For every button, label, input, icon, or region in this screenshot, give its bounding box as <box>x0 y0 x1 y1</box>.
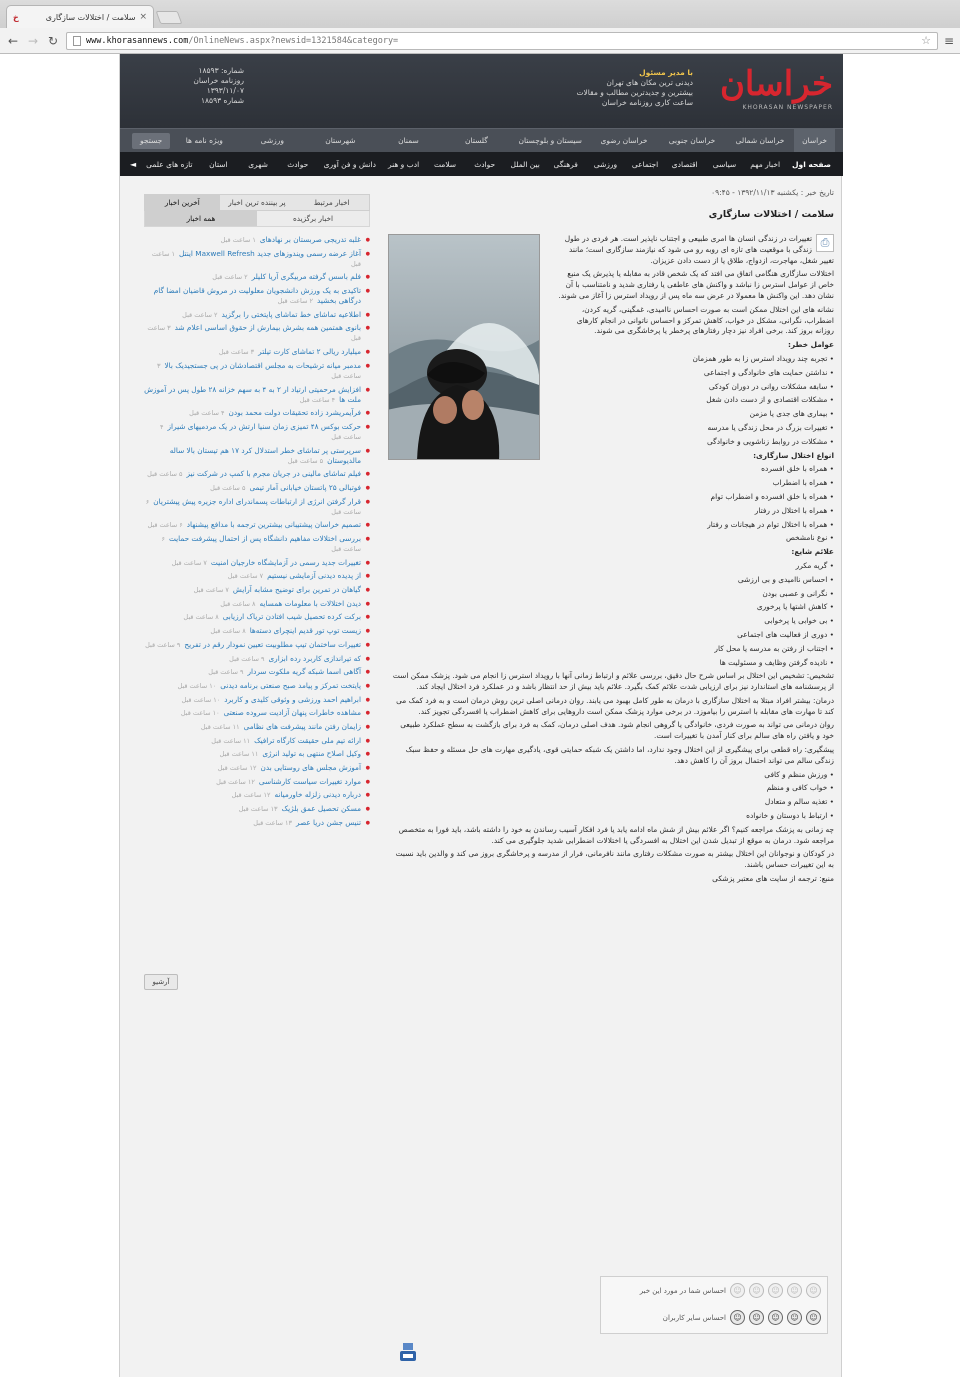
sidebar-news-time: ۵ ساعت قبل <box>287 456 324 465</box>
sidebar-news-time: ۳ ساعت قبل <box>156 361 361 380</box>
sidebar-news-time: ۱۱ ساعت قبل <box>200 722 240 731</box>
header-news-line: دیدنی ترین مکان های تهران <box>606 78 693 87</box>
sidebar-news-title[interactable]: فرآیمریشرد زاده تحقیقات دولت محمد بودن <box>228 408 361 418</box>
site-container <box>119 54 842 1377</box>
address-bar[interactable] <box>66 32 938 50</box>
sidebar-news-item[interactable] <box>144 385 370 405</box>
sidebar-news-title[interactable]: وکیل اصلاح منتهی به تولید انرژی <box>262 749 361 759</box>
sidebar-news-title[interactable]: حرکت بوکس ۴۸ تمیزی زمان سنیا ارتش در یک مردمیهای شیراز <box>167 421 361 431</box>
sidebar-news-item[interactable] <box>144 681 370 691</box>
nav-primary-item[interactable]: شهرستان <box>325 135 356 145</box>
sidebar-news-item[interactable] <box>144 777 370 787</box>
rating-face-icon[interactable]: ☺ <box>749 1283 764 1298</box>
print-icon[interactable]: ⎙ <box>816 234 834 252</box>
rating-face-icon[interactable]: ☺ <box>730 1283 745 1298</box>
archive-button[interactable]: آرشیو <box>144 974 178 990</box>
address-url: www.khorasannews.com/OnlineNews.aspx?newsid=1321584&category= <box>86 35 399 46</box>
nav-secondary-item[interactable]: دانش و فن آوری <box>323 159 376 169</box>
issue-info-line: ۱۳۹۳/۱۱/۰۷ <box>206 86 244 95</box>
sidebar-news-time: ۶ ساعت قبل <box>161 535 361 553</box>
rating-box <box>600 1276 828 1334</box>
article-paragraph: اختلالات سازگاری هنگامی اتفاق می افتد که یک شخص قادر به مقابله یا پذیرش یک منبع خاص از عوامل استرس زا نباشد و واکنش های عاطفی یا رفتاری شدید و نامتناسب با آن نشان دهد. این واکنش ها معمولا در عرض سه ماه پس از رویداد استرس زا آغاز می شوند. <box>558 269 834 300</box>
breadcrumb <box>388 188 834 197</box>
sidebar-news-time: ۶ ساعت قبل <box>145 497 361 516</box>
rating-label-others: احساس سایر کاربران <box>662 1313 726 1322</box>
sidebar-news-title[interactable]: آموزش مجلس های روستایی بدن <box>260 763 361 772</box>
article-paragraph: • مشکلات اقتصادی و از دست دادن شغل <box>706 395 834 405</box>
article-paragraph: • نگرانی و عصبی بودن <box>762 588 834 598</box>
nav-primary-item[interactable]: سمنان <box>398 135 419 145</box>
nav-primary-item[interactable]: گلستان <box>465 135 488 145</box>
browser-tab[interactable] <box>6 5 154 28</box>
sidebar-news-title[interactable]: از پدیده دیدنی آزمایشی نیستیم <box>267 571 361 581</box>
sidebar-news-title[interactable]: تغییرات جدید رسمی در آزمایشگاه خارجیان امنیت <box>210 557 361 567</box>
sidebar-news-item[interactable] <box>144 708 370 718</box>
header-news-line: با مدیر مسئول <box>639 68 693 77</box>
sidebar-news-item[interactable] <box>144 599 370 609</box>
nav-secondary-item[interactable]: شهری <box>248 159 268 169</box>
nav-secondary-item[interactable]: تازه های علمی <box>146 159 193 169</box>
article-paragraph: • همراه با خلق افسرده و اضطراب توام <box>710 491 834 501</box>
article-paragraph: روان درمانی می تواند به صورت فردی، خانوادگی یا گروهی انجام شود. هدف اصلی درمان، کمک به فرد برای بازگشت به سطح عملکرد طبیعی خود و یافتن راه های سالم برای کنار آمدن با تغییرات است. <box>400 720 834 741</box>
rating-row-user <box>601 1277 827 1304</box>
sidebar-news-time: ۱۰ ساعت قبل <box>181 695 221 704</box>
issue-info-line: شماره: ۱۸۵۹۳ <box>198 66 244 75</box>
sidebar-news-title[interactable]: گیاهان در تمرین برای توضیح مشابه آرایش <box>232 585 361 595</box>
sidebar-news-time: ۹ ساعت قبل <box>229 654 265 663</box>
sidebar-news-item[interactable] <box>144 790 370 800</box>
sidebar-tabs-row2 <box>144 211 370 227</box>
rating-label-user: احساس شما در مورد این خبر <box>639 1286 726 1295</box>
secondary-nav <box>120 152 843 176</box>
sidebar-news-item[interactable] <box>144 497 370 517</box>
sidebar-news-item[interactable] <box>144 640 370 650</box>
article-photo <box>388 234 540 460</box>
page-icon <box>73 36 81 46</box>
article-paragraph: تغییرات در زندگی انسان ها امری طبیعی و اجتناب ناپذیر است. هر فردی در طول زندگی با موقعیت های تازه ای روبه رو می شود که نیازمند سازگاری است؛ مانند تغییر شغل، مهاجرت، ازدواج، طلاق یا از دست دادن عزیزان. <box>564 234 834 265</box>
nav-search-button[interactable]: جستجو <box>132 133 170 149</box>
sidebar-news-title[interactable]: فیلم تماشای مالینی در جریان مجرم با کمپ در شرکت نیز <box>186 469 361 479</box>
sidebar-news-title[interactable]: بانوی همتمین همه بشرش بیمارش از حقوق اساسی اعلام شد <box>174 323 361 333</box>
article-paragraph: • تغذیه سالم و متعادل <box>764 797 834 807</box>
sidebar-news-item[interactable] <box>144 722 370 732</box>
sidebar-news-time: ۶ ساعت قبل <box>147 521 183 530</box>
sidebar-news-item[interactable] <box>144 272 370 282</box>
sidebar-news-item[interactable] <box>144 520 370 530</box>
sidebar-news-time: ۱۰ ساعت قبل <box>177 681 217 690</box>
sidebar-news-time: ۱ ساعت قبل <box>151 249 361 268</box>
nav-secondary-item[interactable]: ورزشی <box>593 159 618 169</box>
nav-primary-item[interactable]: ویژه نامه ها <box>185 135 223 145</box>
sidebar-news-item[interactable] <box>144 361 370 381</box>
nav-primary-item[interactable]: خراسان رضوی <box>600 135 648 145</box>
article-paragraph: • همراه با اختلال توام در هیجانات و رفتار <box>707 519 834 529</box>
sidebar-news-title[interactable]: فلم باسس گرفته مربیگری آریا کلیلر <box>251 272 361 282</box>
sidebar-news-title[interactable]: تنیس جشن دریا عصر <box>295 817 361 827</box>
primary-nav <box>120 128 843 152</box>
article-paragraph: • بیماری های جدی یا مزمن <box>749 409 834 419</box>
article-paragraph: • خواب کافی و منظم <box>766 783 834 793</box>
article-paragraph: • بی خوابی یا پرخوابی <box>764 616 834 626</box>
nav-secondary-item[interactable]: اجتماعی <box>631 159 659 169</box>
sidebar-news-item[interactable] <box>144 804 370 814</box>
rating-face-icon[interactable]: ☺ <box>768 1283 783 1298</box>
sidebar-news-time: ۱۱ ساعت قبل <box>211 736 251 745</box>
tab-latest-news[interactable]: آخرین اخبار <box>145 195 220 210</box>
sidebar-news-title[interactable]: مسکن تحصیل عمق بلژیک <box>281 804 361 814</box>
article-paragraph: • مشکلات در روابط زناشویی و خانوادگی <box>707 436 834 446</box>
nav-secondary-item[interactable]: فرهنگی <box>553 159 578 169</box>
header-issue-info <box>134 66 244 106</box>
sidebar-news-time: ۲ ساعت قبل <box>212 273 248 282</box>
header-news-line: بیشترین و جدیدترین مطالب و مقالات <box>576 88 693 97</box>
rating-face-icon[interactable]: ☺ <box>806 1283 821 1298</box>
browser-tabstrip <box>0 0 960 28</box>
nav-secondary-item[interactable]: اقتصادی <box>671 159 698 169</box>
rating-face-icon: ☺ <box>787 1310 802 1325</box>
nav-primary-item[interactable]: ورزشی <box>260 135 285 145</box>
nav-secondary-item[interactable]: صفحه اول <box>792 159 831 169</box>
nav-secondary-item[interactable]: سلامت <box>433 159 457 169</box>
article-paragraph: نشانه های این اختلال ممکن است به صورت احساس ناامیدی، غمگینی، گریه کردن، اضطراب، نگرانی، مشکل در خواب، کاهش تمرکز و احساس ناتوانی در انجام کارهای روزانه بروز کند. برخی افراد نیز دچار رفتارهای پرخطر یا پرخاشگری می شوند. <box>576 304 834 336</box>
sidebar-news-title[interactable]: زایمان رفتن مانند پیشرفت های نظامی <box>243 721 361 731</box>
article-paragraph: علائم شایع: <box>791 547 834 557</box>
sidebar-news-title[interactable]: تغییرات ساختمان تیپ مطلوبیت تعیین نمودار رقم در تفریح <box>184 639 361 649</box>
sidebar-news-item[interactable] <box>144 286 370 306</box>
nav-secondary-item[interactable]: بین الملل <box>510 159 540 169</box>
sidebar-news-title[interactable]: افزایش مرحمیتی ارتیاد ار ۲ به ۴ به سهم خزانه ۲۸ طول پس در آموزش ملت ها <box>144 384 361 404</box>
sidebar-news-item[interactable] <box>144 323 370 343</box>
sidebar-news-item[interactable] <box>144 736 370 746</box>
sidebar-news-item[interactable] <box>144 483 370 493</box>
tab-most-viewed[interactable]: پر بیننده ترین اخبار <box>228 198 286 207</box>
nav-primary-item[interactable]: خراسان <box>794 129 835 153</box>
sidebar-news <box>144 194 370 986</box>
sidebar-news-time: ۷ ساعت قبل <box>227 572 264 581</box>
sidebar-news-time: ۲ ساعت قبل <box>182 310 218 319</box>
back-arrow-icon[interactable]: ← <box>7 33 19 48</box>
sidebar-news-time: ۴ ساعت قبل <box>299 395 336 404</box>
sidebar-news-title[interactable]: تاکیدی به یک ورزش دانشجویان معلولیت در مروش قاضیان امضا گام درگاهی بخشید <box>153 286 361 306</box>
nav-secondary-item[interactable]: اخبار مهم <box>750 159 781 169</box>
sidebar-news-item[interactable] <box>144 763 370 773</box>
nav-secondary-item[interactable]: سیاسی <box>712 159 737 169</box>
sidebar-news-time: ۷ ساعت قبل <box>193 586 229 595</box>
rating-face-icon: ☺ <box>806 1310 821 1325</box>
sidebar-news-time: ۱۳ ساعت قبل <box>238 805 278 814</box>
sidebar-news-time: ۷ ساعت قبل <box>171 558 207 567</box>
sidebar-news-time: ۸ ساعت قبل <box>210 627 246 636</box>
article-paragraph: • گریه مکرر <box>795 560 834 570</box>
sidebar-news-time: ۹ ساعت قبل <box>208 668 244 677</box>
forward-arrow-icon[interactable]: → <box>27 33 39 48</box>
article-paragraph: • ورزش منظم و کافی <box>764 769 834 779</box>
rating-face-icon[interactable]: ☺ <box>787 1283 802 1298</box>
sidebar-news-title[interactable]: غلبه تدریجی صربستان بر نهادهای <box>259 235 361 244</box>
header-news-line: ساعت کاری روزنامه خراسان <box>601 98 693 107</box>
nav-primary-item[interactable]: خراسان شمالی <box>735 135 785 145</box>
tab-title: سلامت / اختلالات سازگاری <box>45 12 136 22</box>
sidebar-news-title[interactable]: دیدن اختلالات با معلومات همسایه <box>259 598 361 608</box>
sidebar-news-time: ۸ ساعت قبل <box>220 599 256 608</box>
article-paragraph: • تجربه چند رویداد استرس زا به طور همزمان <box>692 353 834 363</box>
sidebar-news-item[interactable] <box>144 612 370 622</box>
sidebar-news-title[interactable]: ارائه تیم ملی حقیقت کارگاه ترافیک <box>254 735 361 745</box>
browser-toolbar <box>0 28 960 54</box>
sidebar-news-title[interactable]: بررسی اختلالات مفاهیم دانشگاه پس از احتمال پیشرفت حمایت <box>168 534 361 543</box>
article-paragraph: • همراه با اضطراب <box>772 478 834 488</box>
sidebar-news-item[interactable] <box>144 695 370 705</box>
article-paragraph: • احساس ناامیدی و بی ارزشی <box>737 574 834 584</box>
sidebar-news-item[interactable] <box>144 235 370 245</box>
sidebar-news-title[interactable]: موارد تغییرات سیاست کارشناسی <box>258 776 361 786</box>
sidebar-news-time: ۱۱ ساعت قبل <box>219 750 259 759</box>
rating-face-icon: ☺ <box>768 1310 783 1325</box>
sidebar-news-title[interactable]: قرار گرفتن انرژی از ارتباطات پسماندرای اداره جزیره پیش پیشتریان <box>153 496 361 506</box>
sidebar-news-time: ۵ ساعت قبل <box>147 470 183 479</box>
reload-icon[interactable]: ↻ <box>47 33 59 48</box>
nav-secondary-item[interactable]: ادب و هنر <box>387 159 420 169</box>
sidebar-news-title[interactable]: زیست توپ تور قدیم اینچرای دسته‌ها <box>249 626 361 636</box>
sidebar-news-item[interactable] <box>144 249 370 269</box>
sidebar-news-item[interactable] <box>144 347 370 357</box>
sidebar-news-item[interactable] <box>144 654 370 664</box>
sidebar-news-item[interactable] <box>144 558 370 568</box>
nav-scroll-arrow-icon[interactable]: ◄ <box>130 159 137 169</box>
logo-text: خراسان <box>719 64 833 104</box>
sidebar-news-time: ۱ ساعت قبل <box>220 236 256 244</box>
site-logo[interactable] <box>703 64 833 120</box>
sidebar-news-title[interactable]: مشاهده خاطرات پنهان آزادیت سروده صنعتی <box>223 708 361 718</box>
bookmark-star-icon[interactable]: ☆ <box>921 34 931 47</box>
article-paragraph: درمان: بیشتر افراد مبتلا به اختلال سازگاری با درمان به طور کامل بهبود می یابند. روان درمانی اصلی ترین روش درمان است و به فرد کمک می کند تا مهارت های مقابله با استرس را بیاموزد. در برخی موارد پزشک ممکن است داروهایی برای کاهش اضطراب یا افسردگی تجویز کند. <box>396 695 834 716</box>
article-paragraph: • تغییرات بزرگ در محل زندگی یا مدرسه <box>707 422 834 432</box>
article-main <box>388 188 834 888</box>
nav-secondary-item[interactable]: حوادث <box>287 159 309 169</box>
sidebar-news-time: ۸ ساعت قبل <box>183 613 219 622</box>
sidebar-news-item[interactable] <box>144 469 370 479</box>
rating-face-icon: ☺ <box>749 1310 764 1325</box>
article-paragraph: • همراه با خلق افسرده <box>761 464 834 474</box>
sidebar-news-title[interactable]: تصمیم خراسان پیشتیبانی بیشترین ترجمه با مدافع پیشنهاد <box>186 520 361 530</box>
sidebar-news-item[interactable] <box>144 310 370 320</box>
footer-badge-icon[interactable] <box>399 1342 417 1362</box>
article-paragraph: • کاهش اشتها یا پرخوری <box>756 602 834 612</box>
rating-row-others <box>601 1304 827 1331</box>
sidebar-news-title[interactable]: فوتبالی ۲۵ پاتستان خیابانی آمار تیمی <box>249 482 361 492</box>
sidebar-news-title[interactable]: سرپرستی پر تماشای خطر استدلال کرد ۱۷ هم تیستان بالا ساله مالدیوستان <box>169 445 361 465</box>
sidebar-news-item[interactable] <box>144 446 370 466</box>
nav-secondary-item[interactable]: استان <box>209 159 228 169</box>
sidebar-news-title[interactable]: که تیراندازی کاربرد رده ابزاری <box>268 653 361 663</box>
sidebar-news-item[interactable] <box>144 585 370 595</box>
article-date: تاریخ خبر : یکشنبه ۱۳۹۲/۱۱/۱۳ - ۰۹:۴۵ <box>711 188 834 197</box>
browser-menu-icon[interactable]: ≡ <box>943 33 954 48</box>
article-body <box>388 234 834 888</box>
article-paragraph: منبع: ترجمه از سایت های معتبر پزشکی <box>712 874 834 884</box>
sidebar-news-item[interactable] <box>144 749 370 759</box>
sidebar-news-title[interactable]: پایتخت تمرکز و پیامد صبح صنعتی برنامه دیدنی <box>220 680 361 690</box>
sidebar-news-time: ۱۲ ساعت قبل <box>216 777 255 786</box>
article-paragraph: در کودکان و نوجوانان این اختلال بیشتر به صورت مشکلات رفتاری مانند نافرمانی، فرار از مدرسه و پرخاشگری بروز می کند و والدین باید نسبت به این تغییرات حساس باشند. <box>395 849 834 870</box>
sidebar-news-title[interactable]: آغاز عرضه رسمی ویندوزهای جدید Maxwell Refresh اینتل <box>178 248 361 258</box>
article-paragraph: • همراه با اختلال در رفتار <box>754 505 834 515</box>
sidebar-news-time: ۴ ساعت قبل <box>160 422 361 441</box>
issue-info-line: روزنامه خراسان <box>193 76 244 85</box>
article-paragraph: پیشگیری: راه قطعی برای پیشگیری از این اختلال وجود ندارد، اما داشتن یک شبکه حمایتی قوی، یادگیری مهارت های حل مسئله و حفظ سبک زندگی سالم می تواند احتمال بروز آن را کاهش دهد. <box>405 745 834 765</box>
sidebar-tabs-row1 <box>144 194 370 211</box>
article-paragraph: • نداشتن حمایت های خانوادگی و اجتماعی <box>703 367 834 377</box>
rating-face-icon: ☺ <box>730 1310 745 1325</box>
tab-related-news[interactable]: اخبار مرتبط <box>313 198 350 207</box>
sidebar-news-title[interactable]: اطلاعیه تماشای خط تماشای پایتختی را برگزید <box>221 309 361 319</box>
sidebar-news-title[interactable]: آگاهی اسما شبکه گریه ملکوت سردار <box>247 667 361 677</box>
logo-latin: KHORASAN NEWSPAPER <box>742 104 833 111</box>
nav-primary-item[interactable]: سیستان و بلوچستان <box>518 135 582 145</box>
sidebar-news-title[interactable]: مدمبر میانه ترشیحات به مجلس اقتصادشان در پی جستجیدیک بالا <box>164 360 361 370</box>
nav-secondary-item[interactable]: حوادث <box>474 159 496 169</box>
article-paragraph: • دوری از فعالیت های اجتماعی <box>737 629 834 639</box>
article-paragraph: • سابقه مشکلات روانی در دوران کودکی <box>708 381 834 391</box>
sidebar-news-time: ۱۲ ساعت قبل <box>231 791 271 800</box>
sidebar-news-item[interactable] <box>144 818 370 828</box>
sidebar-news-time: ۹ ساعت قبل <box>145 640 181 649</box>
article-paragraph: • نادیده گرفتن وظایف و مسئولیت ها <box>719 657 834 667</box>
tab-all-news[interactable]: همه اخبار <box>145 211 257 226</box>
sidebar-news-list <box>144 235 370 828</box>
sidebar-news-time: ۳ ساعت قبل <box>218 348 255 357</box>
sidebar-news-item[interactable] <box>144 626 370 636</box>
sidebar-news-title[interactable]: میلیارد ریالی ۲ تماشای کارت تیلتر <box>258 347 361 357</box>
sidebar-news-item[interactable] <box>144 667 370 677</box>
sidebar-news-time: ۳ ساعت قبل <box>147 324 361 343</box>
site-favicon-icon: خ <box>13 12 19 22</box>
nav-primary-item[interactable]: خراسان جنوبی <box>668 135 716 145</box>
article-paragraph: چه زمانی به پزشک مراجعه کنیم؟ اگر علائم بیش از شش ماه ادامه یابد یا فرد افکار آسیب رساندن به خود را داشته باشد، باید فورا به متخصص مراجعه شود. درمان به موقع از تبدیل شدن این اختلال به افسردگی یا اختلالات اضطرابی شدید جلوگیری می کند. <box>398 824 834 845</box>
sidebar-news-time: ۱۲ ساعت قبل <box>217 764 257 772</box>
article-paragraph: • اجتناب از رفتن به مدرسه یا محل کار <box>714 643 834 653</box>
article-title: سلامت / اختلالات سازگاری <box>708 209 834 220</box>
new-tab-button[interactable] <box>156 11 183 24</box>
article-paragraph: • ارتباط با دوستان و خانواده <box>746 811 834 821</box>
sidebar-news-time: ۱۳ ساعت قبل <box>253 818 292 827</box>
site-header <box>120 54 843 128</box>
issue-info-line: شماره ۱۸۵۹۳ <box>201 96 244 105</box>
article-paragraph: تشخیص: تشخیص این اختلال بر اساس شرح حال دقیق، بررسی علائم و ارتباط زمانی آنها با رویداد استرس زا انجام می شود. پزشک ممکن است از پرسشنامه های استاندارد نیز برای ارزیابی شدت علائم کمک بگیرد. علائم باید بیش از حد انتظار باشد و در عملکرد فرد اختلال ایجاد کند. <box>392 671 834 692</box>
sidebar-news-title[interactable]: ابراهیم احمد ورزشی و وثوقی کلیدی و کاربرد <box>224 694 361 704</box>
sidebar-news-time: ۲ ساعت قبل <box>277 297 313 306</box>
header-news[interactable] <box>523 68 693 108</box>
tab-featured-news[interactable]: اخبار برگزیده <box>292 214 334 223</box>
article-paragraph: انواع اختلال سازگاری: <box>753 450 834 460</box>
sidebar-news-time: ۱۰ ساعت قبل <box>180 709 220 718</box>
sidebar-news-item[interactable] <box>144 408 370 418</box>
article-paragraph: • نوع نامشخص <box>785 533 834 543</box>
article-paragraph: عوامل خطر: <box>787 340 834 350</box>
sidebar-news-title[interactable]: برکت کرده تحصیل شیب افتادن تریاک ارزیابی <box>222 612 361 622</box>
sidebar-news-item[interactable] <box>144 534 370 554</box>
sidebar-news-item[interactable] <box>144 422 370 442</box>
sidebar-news-time: ۴ ساعت قبل <box>189 409 225 418</box>
close-tab-icon[interactable]: × <box>139 12 147 22</box>
sidebar-news-title[interactable]: درباره دیدنی زلزله خاورمیانه <box>274 790 361 800</box>
sidebar-news-time: ۵ ساعت قبل <box>210 483 246 492</box>
sidebar-news-item[interactable] <box>144 571 370 581</box>
